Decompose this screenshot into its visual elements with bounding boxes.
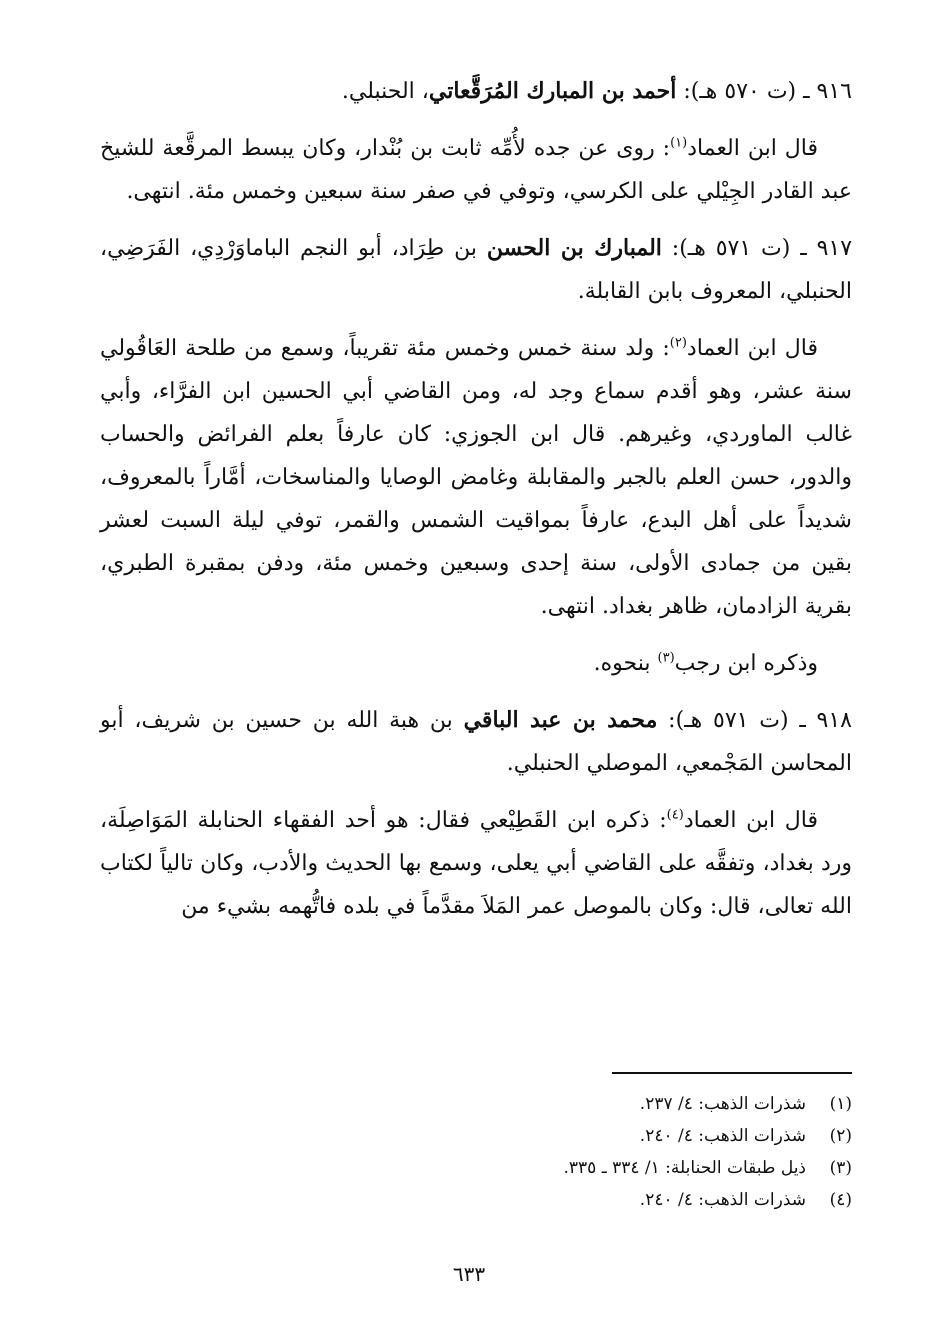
entry-name: أحمد بن المبارك المُرَقَّعاتي bbox=[428, 78, 677, 104]
footnote-text: ذيل طبقات الحنابلة: ١/ ٣٣٤ ـ ٣٣٥. bbox=[563, 1158, 806, 1178]
footnote-number: (١) bbox=[829, 1094, 852, 1114]
entry-paragraph: وذكره ابن رجب$^{(٣)}$ بنحوه. bbox=[593, 650, 818, 676]
footnotes bbox=[100, 1072, 852, 1216]
footnote-ref[interactable]: (١) bbox=[670, 135, 688, 151]
footnote-number: (٣) bbox=[829, 1158, 852, 1178]
entry-number: ٩١٨ ـ (ت ٥٧١ هـ): bbox=[657, 708, 852, 733]
footnote-divider bbox=[612, 1072, 852, 1074]
page-number: ٦٣٣ bbox=[452, 1262, 486, 1286]
footnote-text: شذرات الذهب: ٤/ ٢٤٠. bbox=[639, 1126, 806, 1146]
footnote-item bbox=[100, 1088, 852, 1120]
entry-number: ٩١٧ ـ (ت ٥٧١ هـ): bbox=[661, 236, 853, 261]
entry-name: المبارك بن الحسن bbox=[486, 235, 662, 261]
footnote-number: (٤) bbox=[829, 1190, 852, 1210]
entry-paragraph: قال ابن العماد$^{(٤)}$: ذكره ابن القَطِيْعي فقال: هو أحد الفقهاء الحنابلة المَوَاصِلَة، ورد بغداد، وتفقَّه على القاضي أبي يعلى، وسمع بها الحديث والأدب، وكان تالياً لكتاب الله تعالى، قال: وكان بالموصل عمر المَلاَ مقدَّماً في بلده فاتُّهمه بشيء من bbox=[100, 807, 852, 919]
entry-name: محمد بن عبد الباقي bbox=[463, 707, 658, 733]
entry-details: بن طِرَاد، أبو النجم الباماوَرْدِي، الفَرَضِي، الحنبلي، المعروف بابن القابلة. bbox=[100, 236, 852, 304]
footnote-item bbox=[100, 1184, 852, 1216]
footnote-ref[interactable]: (٣) bbox=[657, 650, 675, 666]
entry-paragraph: قال ابن العماد$^{(٢)}$: ولد سنة خمس وخمس مئة تقريباً، وسمع من طلحة العَاقُولي سنة عشر، وهو أقدم سماع وجد له، ومن القاضي أبي الحسين ابن الفرَّاء، وأبي غالب الماوردي، وغيرهم. قال ابن الجوزي: كان عارفاً بعلم الفرائض والحساب والدور، حسن العلم بالجبر والمقابلة وغامض الوصايا والمناسخات، أمَّاراً بالمعروف، شديداً على أهل البدع، عارفاً بمواقيت الشمس والقمر، توفي ليلة السبت لعشر بقين من جمادى الأولى، سنة إحدى وسبعين وخمس مئة، ودفن بمقبرة الطبري، بقرية الزادمان، ظاهر بغداد. انتهى. bbox=[100, 335, 852, 619]
entry-details: ، الحنبلي. bbox=[341, 79, 429, 104]
entry-paragraph: قال ابن العماد$^{(١)}$: روى عن جده لأُمِّه ثابت بن بُنْدار، وكان يبسط المرقَّعة للشيخ عبد القادر الجِيْلي على الكرسي، وتوفي في صفر سنة سبعين وخمس مئة. انتهى. bbox=[100, 135, 852, 204]
entry-number: ٩١٦ ـ (ت ٥٧٠ هـ): bbox=[676, 79, 852, 104]
entry-heading-918 bbox=[100, 699, 852, 785]
footnote-item bbox=[100, 1120, 852, 1152]
footnote-number: (٢) bbox=[829, 1126, 852, 1146]
entry-heading-917 bbox=[100, 227, 852, 313]
footnote-text: شذرات الذهب: ٤/ ٢٤٠. bbox=[639, 1190, 806, 1210]
footnote-item bbox=[100, 1152, 852, 1184]
footnote-text: شذرات الذهب: ٤/ ٢٣٧. bbox=[639, 1094, 806, 1114]
footnote-ref[interactable]: (٤) bbox=[666, 807, 684, 823]
entry-heading-916 bbox=[100, 70, 852, 113]
main-text bbox=[100, 70, 852, 942]
footnote-ref[interactable]: (٢) bbox=[669, 335, 687, 351]
entry-details: بن هبة الله بن حسين بن شريف، أبو المحاسن المَجْمعي، الموصلي الحنبلي. bbox=[100, 708, 852, 776]
